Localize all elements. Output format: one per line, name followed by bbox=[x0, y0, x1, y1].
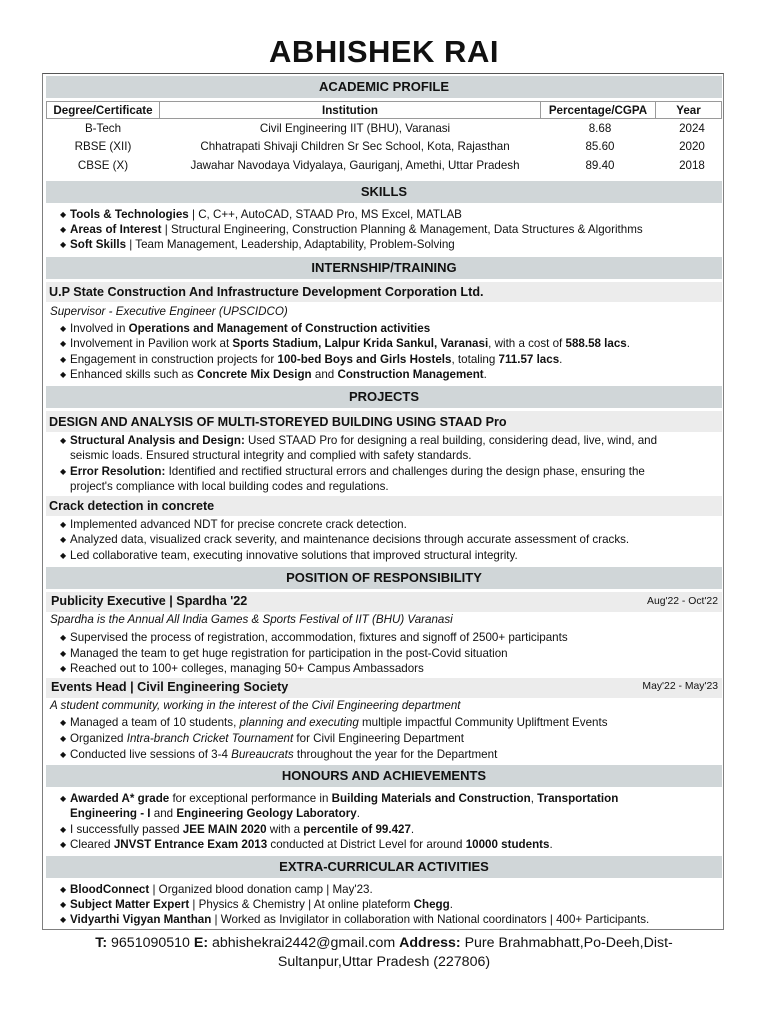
item-text: Managed the team to get huge registration for participation in the post-Covid situation bbox=[70, 647, 508, 660]
cell-institution: Jawahar Navodaya Vidyalaya, Gauriganj, Amethi, Uttar Pradesh bbox=[190, 159, 520, 172]
item-bold: Vidyarthi Vigyan Manthan bbox=[70, 913, 212, 926]
contact-line-2: Sultanpur,Uttar Pradesh (227806) bbox=[277, 954, 491, 970]
bullet-icon: ◆ bbox=[60, 915, 67, 924]
item-text: . bbox=[483, 368, 487, 381]
item-bold: Construction Management bbox=[337, 368, 484, 381]
bullet-icon: ◆ bbox=[60, 520, 67, 529]
item-bold: Error Resolution: bbox=[70, 465, 166, 478]
item-text: Reached out to 100+ colleges, managing 50+ Campus Ambassadors bbox=[70, 662, 424, 675]
item-text: . bbox=[356, 807, 360, 820]
item-text: Managed a team of 10 students, bbox=[70, 716, 240, 729]
item-text: Implemented advanced NDT for precise concrete crack detection. bbox=[70, 518, 407, 531]
item-text: conducted at District Level for around bbox=[267, 838, 466, 851]
item-text: , bbox=[530, 792, 538, 805]
section-academic-profile: ACADEMIC PROFILE bbox=[46, 76, 722, 98]
cell-degree: B-Tech bbox=[84, 122, 122, 135]
bullet-icon: ◆ bbox=[60, 339, 67, 348]
bullet-icon: ◆ bbox=[60, 734, 67, 743]
bullet-icon: ◆ bbox=[60, 750, 67, 759]
email-label: E: bbox=[193, 935, 209, 951]
cell-degree: CBSE (X) bbox=[77, 159, 129, 172]
col-header-degree: Degree/Certificate bbox=[46, 101, 160, 119]
bullet-icon: ◆ bbox=[60, 240, 67, 249]
item-text: . bbox=[449, 898, 453, 911]
address-label: Address: bbox=[399, 935, 461, 951]
bullet-icon: ◆ bbox=[60, 225, 67, 234]
item-bold: 711.57 lacs bbox=[498, 353, 560, 366]
item-bold: JNVST Entrance Exam 2013 bbox=[113, 838, 268, 851]
item-text: . bbox=[549, 838, 553, 851]
skill-detail: | C, C++, AutoCAD, STAAD Pro, MS Excel, MATLAB bbox=[188, 208, 462, 221]
bullet-icon: ◆ bbox=[60, 718, 67, 727]
col-header-institution: Institution bbox=[160, 101, 540, 119]
item-bold: Transportation bbox=[537, 792, 619, 805]
item-text-continued: seismic loads. Ensured structural integrity and complied with safety standards. bbox=[70, 449, 472, 462]
role-date: Aug'22 - Oct'22 bbox=[647, 596, 718, 607]
bullet-icon: ◆ bbox=[60, 370, 67, 379]
skill-category: Soft Skills bbox=[70, 238, 127, 251]
bullet-icon: ◆ bbox=[60, 436, 67, 445]
cell-year: 2024 bbox=[679, 122, 705, 135]
item-text: Supervised the process of registration, accommodation, fixtures and signoff of 2500+ participants bbox=[70, 631, 568, 644]
item-text: . bbox=[559, 353, 563, 366]
item-text: . bbox=[410, 823, 415, 836]
bullet-icon: ◆ bbox=[60, 467, 67, 476]
item-text: Conducted live sessions of 3-4 bbox=[70, 748, 232, 761]
item-bold: 10000 students bbox=[465, 838, 550, 851]
item-bold: 588.58 lacs bbox=[565, 337, 627, 350]
contact-line-1 bbox=[0, 934, 768, 953]
item-text: Cleared bbox=[70, 838, 114, 851]
bullet-icon: ◆ bbox=[60, 551, 67, 560]
cell-institution: Civil Engineering IIT (BHU), Varanasi bbox=[259, 122, 451, 135]
project-title: Crack detection in concrete bbox=[49, 499, 215, 513]
item-italic: Bureaucrats bbox=[231, 748, 294, 761]
item-text: | Physics & Chemistry | At online plateform bbox=[189, 898, 414, 911]
contact-footer bbox=[0, 934, 768, 972]
section-internship: INTERNSHIP/TRAINING bbox=[46, 257, 722, 279]
project-title: DESIGN AND ANALYSIS OF MULTI-STOREYED BUILDING USING STAAD Pro bbox=[49, 415, 507, 429]
section-honours: HONOURS AND ACHIEVEMENTS bbox=[46, 765, 722, 787]
bullet-icon: ◆ bbox=[60, 794, 67, 803]
item-italic: Intra-branch Cricket Tournament bbox=[126, 732, 294, 745]
col-header-percentage: Percentage/CGPA bbox=[540, 101, 656, 119]
bullet-icon: ◆ bbox=[60, 885, 67, 894]
item-bold: Chegg bbox=[413, 898, 450, 911]
section-skills: SKILLS bbox=[46, 181, 722, 203]
bullet-icon: ◆ bbox=[60, 900, 67, 909]
item-text: Involvement in Pavilion work at bbox=[70, 337, 233, 350]
item-bold: 100-bed Boys and Girls Hostels bbox=[277, 353, 452, 366]
item-text: | Organized blood donation camp | May'23. bbox=[149, 883, 373, 896]
item-text: and bbox=[150, 807, 177, 820]
cell-degree: RBSE (XII) bbox=[74, 140, 132, 153]
item-text-continued: project's compliance with local building codes and regulations. bbox=[70, 480, 389, 493]
item-text: . bbox=[626, 337, 630, 350]
cell-score: 85.60 bbox=[585, 140, 615, 153]
item-text: with a bbox=[266, 823, 304, 836]
cell-institution: Chhatrapati Shivaji Children Sr Sec School, Kota, Rajasthan bbox=[200, 140, 510, 153]
skill-detail: | Team Management, Leadership, Adaptability, Problem-Solving bbox=[126, 238, 455, 251]
section-projects: PROJECTS bbox=[46, 386, 722, 408]
email-address[interactable]: abhishekrai2442@gmail.com bbox=[208, 935, 400, 951]
section-position-of-responsibility: POSITION OF RESPONSIBILITY bbox=[46, 567, 722, 589]
phone-number[interactable]: 9651090510 bbox=[107, 935, 194, 951]
internship-organization: U.P State Construction And Infrastructure Development Corporation Ltd. bbox=[49, 285, 484, 299]
item-text: , totaling bbox=[451, 353, 499, 366]
bullet-icon: ◆ bbox=[60, 840, 67, 849]
item-text: Analyzed data, visualized crack severity, and maintenance decisions through accurate assessment of cracks. bbox=[70, 533, 630, 546]
item-bold: JEE MAIN 2020 bbox=[182, 823, 267, 836]
bullet-icon: ◆ bbox=[60, 535, 67, 544]
item-text: | Worked as Invigilator in collaboration with National coordinators | 400+ Participants. bbox=[211, 913, 650, 926]
item-bold: Engineering - I bbox=[70, 807, 151, 820]
bullet-icon: ◆ bbox=[60, 210, 67, 219]
item-text: multiple impactful Community Upliftment Events bbox=[358, 716, 608, 729]
skill-category: Tools & Technologies bbox=[70, 208, 189, 221]
bullet-icon: ◆ bbox=[60, 633, 67, 642]
item-text: Led collaborative team, executing innovative solutions that improved structural integrity. bbox=[70, 549, 518, 562]
item-text: , with a cost of bbox=[488, 337, 566, 350]
item-bold: percentile of 99.427 bbox=[303, 823, 411, 836]
cell-year: 2020 bbox=[679, 140, 705, 153]
item-bold: Sports Stadium, Lalpur Krida Sankul, Varanasi bbox=[232, 337, 489, 350]
item-bold: Awarded A* grade bbox=[70, 792, 170, 805]
section-extra-curricular: EXTRA-CURRICULAR ACTIVITIES bbox=[46, 856, 722, 878]
phone-label: T: bbox=[95, 935, 108, 951]
item-bold: Structural Analysis and Design: bbox=[70, 434, 245, 447]
role-description: A student community, working in the interest of the Civil Engineering department bbox=[50, 699, 461, 712]
item-text: I successfully passed bbox=[70, 823, 183, 836]
role-title: Events Head | Civil Engineering Society bbox=[51, 680, 289, 694]
bullet-icon: ◆ bbox=[60, 324, 67, 333]
skill-detail: | Structural Engineering, Construction Planning & Management, Data Structures & Algorithms bbox=[161, 223, 643, 236]
item-bold: BloodConnect bbox=[70, 883, 150, 896]
bullet-icon: ◆ bbox=[60, 355, 67, 364]
candidate-name: ABHISHEK RAI bbox=[269, 34, 499, 69]
item-text: Identified and rectified structural errors and challenges during the design phase, ensuring the bbox=[165, 465, 645, 478]
bullet-icon: ◆ bbox=[60, 649, 67, 658]
cell-year: 2018 bbox=[679, 159, 705, 172]
item-bold: Building Materials and Construction bbox=[331, 792, 531, 805]
bullet-icon: ◆ bbox=[60, 664, 67, 673]
item-bold: Concrete Mix Design bbox=[196, 368, 312, 381]
role-title: Publicity Executive | Spardha '22 bbox=[51, 594, 248, 608]
item-text: for exceptional performance in bbox=[169, 792, 332, 805]
internship-role: Supervisor - Executive Engineer (UPSCIDCO) bbox=[50, 305, 288, 318]
item-text: Involved in bbox=[70, 322, 129, 335]
cell-score: 8.68 bbox=[588, 122, 612, 135]
role-date: May'22 - May'23 bbox=[642, 681, 718, 692]
cell-score: 89.40 bbox=[585, 159, 615, 172]
item-italic: planning and executing bbox=[239, 716, 359, 729]
item-text: throughout the year for the Department bbox=[293, 748, 498, 761]
skill-category: Areas of Interest bbox=[70, 223, 162, 236]
role-description: Spardha is the Annual All India Games & Sports Festival of IIT (BHU) Varanasi bbox=[50, 613, 453, 626]
col-header-year: Year bbox=[656, 101, 722, 119]
item-text: for Civil Engineering Department bbox=[293, 732, 464, 745]
item-text: and bbox=[311, 368, 338, 381]
item-text: Engagement in construction projects for bbox=[70, 353, 278, 366]
address-text: Pure Brahmabhatt,Po-Deeh,Dist- bbox=[460, 935, 673, 951]
item-text: Used STAAD Pro for designing a real building, considering dead, live, wind, and bbox=[244, 434, 658, 447]
bullet-icon: ◆ bbox=[60, 825, 67, 834]
item-bold: Subject Matter Expert bbox=[70, 898, 190, 911]
item-text: Enhanced skills such as bbox=[70, 368, 197, 381]
item-bold: Engineering Geology Laboratory bbox=[176, 807, 357, 820]
item-bold: Operations and Management of Construction activities bbox=[128, 322, 431, 335]
item-text: Organized bbox=[70, 732, 127, 745]
